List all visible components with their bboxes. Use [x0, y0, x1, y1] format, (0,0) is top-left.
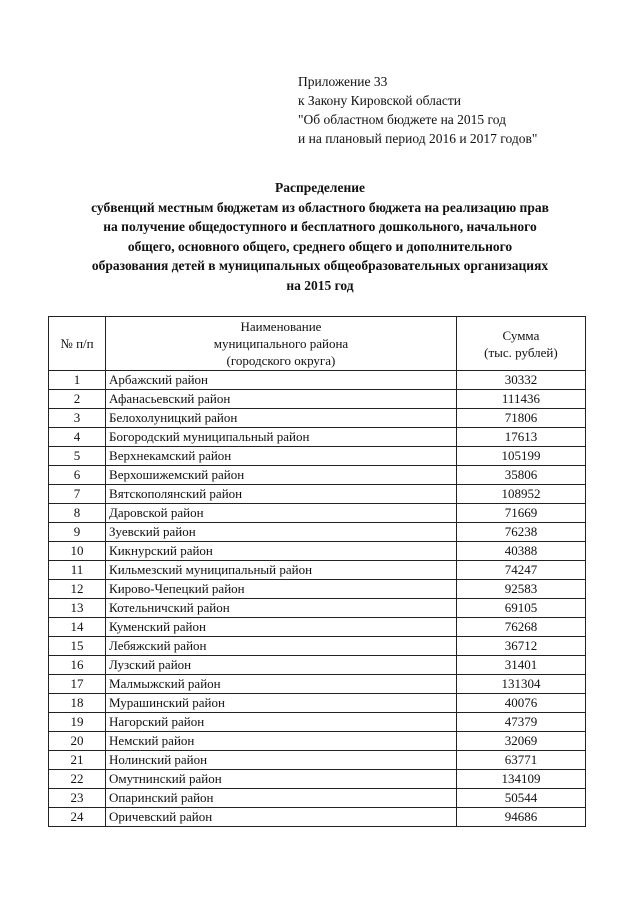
- row-number: 10: [49, 542, 106, 561]
- row-district-name: Омутнинский район: [106, 770, 457, 789]
- row-number: 11: [49, 561, 106, 580]
- row-sum: 108952: [456, 485, 585, 504]
- row-number: 13: [49, 599, 106, 618]
- row-district-name: Немский район: [106, 732, 457, 751]
- row-district-name: Кирово-Чепецкий район: [106, 580, 457, 599]
- row-district-name: Котельничский район: [106, 599, 457, 618]
- table-row: [49, 599, 586, 618]
- table-row: [49, 371, 586, 390]
- row-district-name: Кикнурский район: [106, 542, 457, 561]
- header-name-line: (городского округа): [226, 353, 336, 368]
- appendix-line: и на плановый период 2016 и 2017 годов": [298, 131, 538, 146]
- table-row: [49, 732, 586, 751]
- row-number: 14: [49, 618, 106, 637]
- row-number: 3: [49, 409, 106, 428]
- table-row: [49, 485, 586, 504]
- appendix-line: "Об областном бюджете на 2015 год: [298, 112, 506, 127]
- row-sum: 71806: [456, 409, 585, 428]
- row-district-name: Лебяжский район: [106, 637, 457, 656]
- row-district-name: Куменский район: [106, 618, 457, 637]
- table-row: [49, 542, 586, 561]
- row-number: 22: [49, 770, 106, 789]
- row-district-name: Вятскополянский район: [106, 485, 457, 504]
- row-number: 7: [49, 485, 106, 504]
- header-sum: [456, 317, 585, 371]
- row-sum: 50544: [456, 789, 585, 808]
- table-row: [49, 428, 586, 447]
- table-row: [49, 713, 586, 732]
- table-row: [49, 409, 586, 428]
- header-name: [106, 317, 457, 371]
- row-sum: 35806: [456, 466, 585, 485]
- row-number: 2: [49, 390, 106, 409]
- row-sum: 63771: [456, 751, 585, 770]
- row-sum: 111436: [456, 390, 585, 409]
- row-sum: 30332: [456, 371, 585, 390]
- row-number: 20: [49, 732, 106, 751]
- row-sum: 32069: [456, 732, 585, 751]
- table-row: [49, 656, 586, 675]
- row-district-name: Мурашинский район: [106, 694, 457, 713]
- row-number: 5: [49, 447, 106, 466]
- row-number: 23: [49, 789, 106, 808]
- table-row: [49, 637, 586, 656]
- header-sum-line: (тыс. рублей): [484, 344, 558, 360]
- title-line: субвенций местным бюджетам из областного бюджета на реализацию прав: [91, 199, 549, 215]
- row-district-name: Малмыжский район: [106, 675, 457, 694]
- row-district-name: Лузский район: [106, 656, 457, 675]
- row-sum: 76268: [456, 618, 585, 637]
- row-sum: 47379: [456, 713, 585, 732]
- row-sum: 94686: [456, 808, 585, 827]
- header-number: № п/п: [49, 317, 106, 371]
- row-number: 24: [49, 808, 106, 827]
- row-district-name: Верхошижемский район: [106, 466, 457, 485]
- header-sum-line: Сумма: [502, 327, 540, 343]
- row-sum: 40388: [456, 542, 585, 561]
- row-district-name: Оричевский район: [106, 808, 457, 827]
- table-row: [49, 580, 586, 599]
- table-row: [49, 751, 586, 770]
- row-district-name: Кильмезский муниципальный район: [106, 561, 457, 580]
- row-sum: 17613: [456, 428, 585, 447]
- row-sum: 92583: [456, 580, 585, 599]
- row-number: 19: [49, 713, 106, 732]
- distribution-table: [48, 316, 586, 827]
- row-district-name: Верхнекамский район: [106, 447, 457, 466]
- row-number: 1: [49, 371, 106, 390]
- row-number: 6: [49, 466, 106, 485]
- header-name-line: Наименование: [240, 319, 322, 334]
- table-row: [49, 808, 586, 827]
- row-sum: 131304: [456, 675, 585, 694]
- row-district-name: Богородский муниципальный район: [106, 428, 457, 447]
- table-row: [49, 694, 586, 713]
- table-header-row: [49, 317, 586, 371]
- table-row: [49, 789, 586, 808]
- row-district-name: Афанасьевский район: [106, 390, 457, 409]
- row-number: 8: [49, 504, 106, 523]
- title-line: Распределение: [274, 180, 366, 195]
- table-row: [49, 675, 586, 694]
- title-line: на 2015 год: [286, 277, 354, 293]
- row-sum: 69105: [456, 599, 585, 618]
- row-district-name: Опаринский район: [106, 789, 457, 808]
- row-district-name: Нолинский район: [106, 751, 457, 770]
- document-title: [40, 178, 600, 295]
- row-district-name: Зуевский район: [106, 523, 457, 542]
- row-sum: 74247: [456, 561, 585, 580]
- appendix-line: Приложение 33: [298, 74, 388, 89]
- row-number: 16: [49, 656, 106, 675]
- row-sum: 40076: [456, 694, 585, 713]
- header-name-line: муниципального района: [213, 336, 349, 351]
- table-row: [49, 390, 586, 409]
- row-number: 9: [49, 523, 106, 542]
- table-row: [49, 523, 586, 542]
- table-row: [49, 561, 586, 580]
- row-sum: 76238: [456, 523, 585, 542]
- row-number: 12: [49, 580, 106, 599]
- table-row: [49, 770, 586, 789]
- row-sum: 71669: [456, 504, 585, 523]
- row-district-name: Нагорский район: [106, 713, 457, 732]
- row-district-name: Даровской район: [106, 504, 457, 523]
- table-row: [49, 504, 586, 523]
- row-sum: 31401: [456, 656, 585, 675]
- title-line: на получение общедоступного и бесплатного дошкольного, начального: [103, 219, 537, 234]
- title-line: общего, основного общего, среднего общего и дополнительного: [127, 238, 513, 254]
- title-line: образования детей в муниципальных общеобразовательных организациях: [91, 258, 549, 273]
- table-row: [49, 618, 586, 637]
- row-district-name: Арбажский район: [106, 371, 457, 390]
- row-number: 15: [49, 637, 106, 656]
- row-sum: 105199: [456, 447, 585, 466]
- row-sum: 134109: [456, 770, 585, 789]
- appendix-line: к Закону Кировской области: [298, 93, 462, 108]
- table-row: [49, 466, 586, 485]
- table-row: [49, 447, 586, 466]
- row-district-name: Белохолуницкий район: [106, 409, 457, 428]
- row-sum: 36712: [456, 637, 585, 656]
- table-body: [49, 371, 586, 827]
- row-number: 4: [49, 428, 106, 447]
- appendix-block: [298, 72, 537, 148]
- row-number: 21: [49, 751, 106, 770]
- row-number: 18: [49, 694, 106, 713]
- row-number: 17: [49, 675, 106, 694]
